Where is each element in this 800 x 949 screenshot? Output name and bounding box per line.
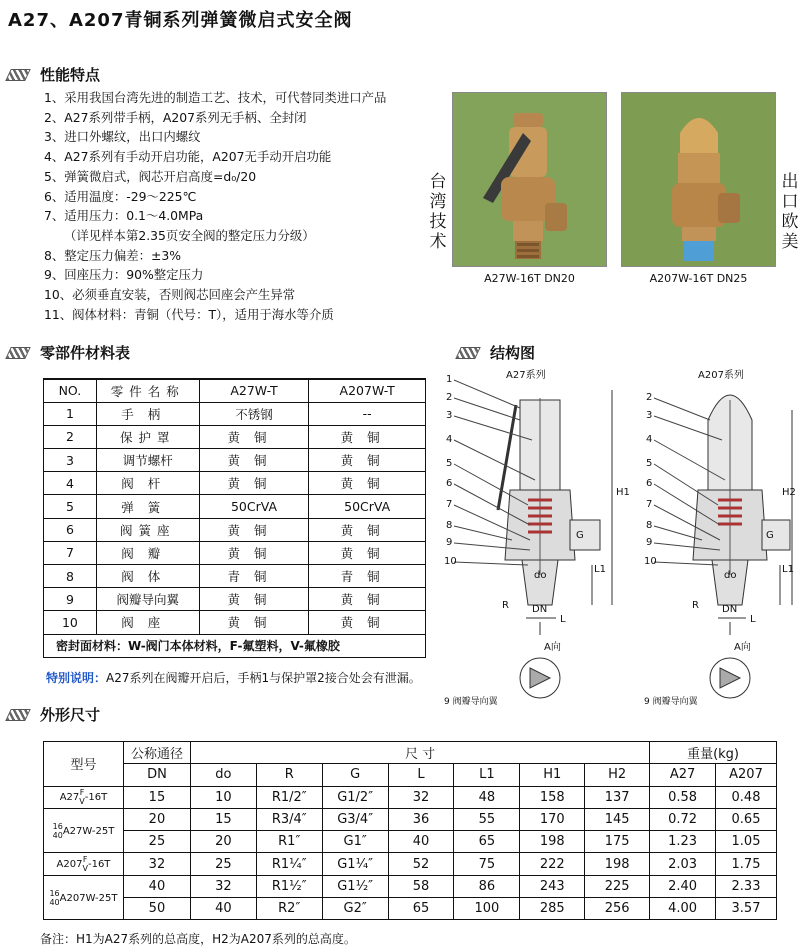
part-material-a27w: 黄铜	[199, 472, 309, 495]
h1-cell: 170	[520, 808, 585, 830]
callout-2: 2	[646, 392, 653, 403]
feature-item: 8、整定压力偏差：±3%	[44, 247, 182, 263]
part-material-a207w: 黄铜	[309, 611, 426, 634]
feature-item: 5、弹簧微启式，阀芯开启高度=d₀/20	[44, 168, 257, 184]
header-do: do	[190, 764, 256, 786]
callout-8: 8	[446, 520, 453, 531]
weight-a207-cell: 1.05	[716, 831, 777, 853]
header-h1: H1	[520, 764, 585, 786]
table-row	[44, 808, 777, 830]
table-header-row	[44, 379, 426, 402]
feature-item: 10、必须垂直安装，否则阀芯回座会产生异常	[44, 287, 296, 303]
view-direction-right: A向	[734, 642, 751, 653]
photo-right-side-label: 出 口 欧 美	[781, 172, 799, 252]
section-marker-icon	[455, 347, 481, 359]
header-weight: 重量(kg)	[650, 742, 777, 764]
r-cell: R1¹⁄₄″	[256, 853, 322, 875]
weight-a207-cell: 3.57	[716, 898, 777, 920]
l1-cell: 86	[454, 875, 520, 897]
callout-10: 10	[644, 556, 657, 567]
h1-cell: 243	[520, 875, 585, 897]
r-cell: R2″	[256, 898, 322, 920]
dim-r: R	[692, 600, 699, 611]
weight-a27-cell: 4.00	[650, 898, 716, 920]
model-cell: 16 40 A207W-25T	[44, 875, 124, 920]
header-a27w: A27W-T	[199, 379, 309, 402]
table-row	[44, 402, 426, 425]
section-features-heading	[8, 64, 100, 85]
part-material-a27w: 黄铜	[199, 449, 309, 472]
structure-drawing	[440, 360, 798, 720]
callout-6: 6	[446, 478, 453, 489]
l-cell: 40	[388, 831, 454, 853]
dim-do: do	[534, 570, 547, 581]
weight-a27-cell: 2.40	[650, 875, 716, 897]
dimensions-table	[43, 741, 777, 920]
weight-a27-cell: 0.58	[650, 786, 716, 808]
header-g: G	[322, 764, 388, 786]
header-part-name: 零件名称	[96, 379, 199, 402]
part-no: 10	[44, 611, 97, 634]
l-cell: 52	[388, 853, 454, 875]
section-dimensions-heading	[8, 704, 100, 725]
photo-a207w	[621, 92, 776, 267]
dn-cell: 25	[123, 831, 190, 853]
header-dn-unit: DN	[123, 764, 190, 786]
part-material-a207w: --	[309, 402, 426, 425]
table-row	[44, 472, 426, 495]
part-material-a207w: 黄铜	[309, 518, 426, 541]
dn-cell: 40	[123, 875, 190, 897]
h1-cell: 158	[520, 786, 585, 808]
do-cell: 10	[190, 786, 256, 808]
h2-cell: 145	[585, 808, 650, 830]
weight-a207-cell: 1.75	[716, 853, 777, 875]
part-name: 调节螺杆	[96, 449, 199, 472]
h2-cell: 175	[585, 831, 650, 853]
dim-g: G	[576, 530, 584, 541]
r-cell: R1″	[256, 831, 322, 853]
table-footer-row	[44, 634, 426, 657]
special-note	[46, 669, 421, 686]
l-cell: 65	[388, 898, 454, 920]
part-material-a27w: 黄铜	[199, 425, 309, 448]
part-name: 弹簧	[96, 495, 199, 518]
part-no: 6	[44, 518, 97, 541]
structure-diagram	[440, 360, 798, 724]
l1-cell: 75	[454, 853, 520, 875]
section-features-label: 性能特点	[40, 66, 101, 84]
weight-a27-cell: 1.23	[650, 831, 716, 853]
l1-cell: 48	[454, 786, 520, 808]
dim-r: R	[502, 600, 509, 611]
part-material-a207w: 青铜	[309, 565, 426, 588]
g-cell: G1¹⁄₄″	[322, 853, 388, 875]
part-no: 9	[44, 588, 97, 611]
feature-item: 4、A27系列有手动开启功能，A207无手动开启功能	[44, 149, 332, 165]
diagram-right-title: A207系列	[698, 370, 744, 381]
g-cell: G3/4″	[322, 808, 388, 830]
part-name: 阀簧座	[96, 518, 199, 541]
do-cell: 40	[190, 898, 256, 920]
header-no: NO.	[44, 379, 97, 402]
table-row	[44, 541, 426, 564]
part-no: 3	[44, 449, 97, 472]
part-name: 阀体	[96, 565, 199, 588]
table-row	[44, 831, 777, 853]
header-weight-a207: A207	[716, 764, 777, 786]
photo-left-side-label: 台 湾 技 术	[429, 172, 447, 252]
l1-cell: 100	[454, 898, 520, 920]
part-material-a207w: 50CrVA	[309, 495, 426, 518]
part-no: 1	[44, 402, 97, 425]
table-row	[44, 611, 426, 634]
photo-a27w-caption: A27W-16T DN20	[484, 272, 575, 285]
callout-5: 5	[646, 458, 653, 469]
callout-4: 4	[446, 434, 453, 445]
g-cell: G2″	[322, 898, 388, 920]
dim-dn: DN	[722, 604, 738, 615]
callout-6: 6	[646, 478, 653, 489]
h2-cell: 198	[585, 853, 650, 875]
callout-9: 9	[646, 537, 653, 548]
header-a207w: A207W-T	[309, 379, 426, 402]
callout-3: 3	[446, 410, 453, 421]
part-no: 7	[44, 541, 97, 564]
l-cell: 58	[388, 875, 454, 897]
part-material-a27w: 不锈钢	[199, 402, 309, 425]
callout-2: 2	[446, 392, 453, 403]
dim-l: L	[560, 614, 566, 625]
g-cell: G1¹⁄₂″	[322, 875, 388, 897]
callout-1: 1	[446, 374, 453, 385]
table-row	[44, 449, 426, 472]
part-name: 阀瓣导向翼	[96, 588, 199, 611]
part-no: 8	[44, 565, 97, 588]
dims-subheader-row	[44, 764, 777, 786]
special-note-label: 特别说明：	[46, 671, 107, 685]
model-cell: A207 F V -16T	[44, 853, 124, 875]
h2-cell: 256	[585, 898, 650, 920]
part-no: 2	[44, 425, 97, 448]
parts-material-table	[43, 378, 426, 658]
header-l1: L1	[454, 764, 520, 786]
header-dn: 公称通径	[123, 742, 190, 764]
table-row	[44, 786, 777, 808]
callout-7: 7	[446, 499, 453, 510]
dn-cell: 32	[123, 853, 190, 875]
do-cell: 15	[190, 808, 256, 830]
section-marker-icon	[5, 709, 31, 721]
part-no: 5	[44, 495, 97, 518]
weight-a27-cell: 2.03	[650, 853, 716, 875]
do-cell: 20	[190, 831, 256, 853]
dn-cell: 15	[123, 786, 190, 808]
part-material-a27w: 黄铜	[199, 518, 309, 541]
callout-9: 9	[446, 537, 453, 548]
part-no: 4	[44, 472, 97, 495]
part-name: 手柄	[96, 402, 199, 425]
header-r: R	[256, 764, 322, 786]
diagram-left-title: A27系列	[506, 370, 546, 381]
feature-item: 3、进口外螺纹，出口内螺纹	[44, 129, 201, 145]
callout-8: 8	[646, 520, 653, 531]
feature-item: 11、阀体材料：青铜（代号：T），适用于海水等介质	[44, 306, 334, 322]
model-cell: 16 40 A27W-25T	[44, 808, 124, 853]
part-name: 保护罩	[96, 425, 199, 448]
part-material-a27w: 青铜	[199, 565, 309, 588]
dims-header-row	[44, 742, 777, 764]
table-row	[44, 565, 426, 588]
photo-a27w	[452, 92, 607, 267]
table-row	[44, 425, 426, 448]
section-marker-icon	[5, 69, 31, 81]
dim-g: G	[766, 530, 774, 541]
dim-dn: DN	[532, 604, 548, 615]
part-material-a27w: 50CrVA	[199, 495, 309, 518]
section-parts-heading	[8, 342, 130, 363]
bottom-note: 备注：H1为A27系列的总高度，H2为A207系列的总高度。	[40, 932, 356, 946]
special-note-text: A27系列在阀瓣开启后，手柄1与保护罩2接合处会有泄漏。	[106, 671, 421, 685]
g-cell: G1/2″	[322, 786, 388, 808]
part-material-a207w: 黄铜	[309, 541, 426, 564]
dim-l1: L1	[782, 564, 794, 575]
part-name: 阀杆	[96, 472, 199, 495]
r-cell: R1/2″	[256, 786, 322, 808]
weight-a207-cell: 0.48	[716, 786, 777, 808]
part-material-a27w: 黄铜	[199, 541, 309, 564]
part-name: 阀座	[96, 611, 199, 634]
table-row	[44, 495, 426, 518]
part-material-a207w: 黄铜	[309, 588, 426, 611]
dim-l1: L1	[594, 564, 606, 575]
h1-cell: 198	[520, 831, 585, 853]
r-cell: R3/4″	[256, 808, 322, 830]
do-cell: 32	[190, 875, 256, 897]
weight-a207-cell: 0.65	[716, 808, 777, 830]
dn-cell: 20	[123, 808, 190, 830]
feature-item: 6、适用温度：-29～225℃	[44, 188, 197, 204]
part-name: 阀瓣	[96, 541, 199, 564]
feature-item: 7、适用压力：0.1～4.0MPa	[44, 208, 204, 224]
r-cell: R1¹⁄₂″	[256, 875, 322, 897]
header-weight-a27: A27	[650, 764, 716, 786]
dim-h1: H1	[616, 487, 630, 498]
dim-l: L	[750, 614, 756, 625]
seal-material-note: 密封面材料：W-阀门本体材料，F-氟塑料，V-氟橡胶	[44, 634, 426, 657]
header-h2: H2	[585, 764, 650, 786]
weight-a207-cell: 2.33	[716, 875, 777, 897]
l1-cell: 55	[454, 808, 520, 830]
header-model: 型号	[44, 742, 124, 787]
callout-4: 4	[646, 434, 653, 445]
header-l: L	[388, 764, 454, 786]
l1-cell: 65	[454, 831, 520, 853]
table-row	[44, 875, 777, 897]
part-material-a27w: 黄铜	[199, 611, 309, 634]
section-structure-label: 结构图	[490, 344, 536, 362]
feature-item: 9、回座压力：90%整定压力	[44, 267, 204, 283]
feature-item: （详见样本第2.35页安全阀的整定压力分级）	[64, 227, 315, 243]
dim-h2: H2	[782, 487, 796, 498]
guide-label-left: 9 阀瓣导向翼	[444, 697, 498, 707]
dn-cell: 50	[123, 898, 190, 920]
table-row	[44, 588, 426, 611]
h1-cell: 222	[520, 853, 585, 875]
model-cell: A27 F V -16T	[44, 786, 124, 808]
valve-a27-image	[453, 93, 607, 267]
guide-label-right: 9 阀瓣导向翼	[644, 697, 698, 707]
g-cell: G1″	[322, 831, 388, 853]
callout-7: 7	[646, 499, 653, 510]
section-marker-icon	[5, 347, 31, 359]
part-material-a207w: 黄铜	[309, 472, 426, 495]
callout-3: 3	[646, 410, 653, 421]
photo-a207w-caption: A207W-16T DN25	[649, 272, 748, 285]
part-material-a27w: 黄铜	[199, 588, 309, 611]
h2-cell: 225	[585, 875, 650, 897]
features-list	[44, 88, 444, 324]
feature-item: 2、A27系列带手柄，A207系列无手柄、全封闭	[44, 109, 307, 125]
callout-10: 10	[444, 556, 457, 567]
h2-cell: 137	[585, 786, 650, 808]
table-row	[44, 853, 777, 875]
l-cell: 32	[388, 786, 454, 808]
header-size: 尺 寸	[190, 742, 649, 764]
part-material-a207w: 黄铜	[309, 449, 426, 472]
l-cell: 36	[388, 808, 454, 830]
table-row	[44, 898, 777, 920]
valve-a207-image	[622, 93, 776, 267]
part-material-a207w: 黄铜	[309, 425, 426, 448]
feature-item: 1、采用我国台湾先进的制造工艺、技术，可代替同类进口产品	[44, 90, 387, 105]
section-parts-label: 零部件材料表	[40, 344, 131, 362]
table-row	[44, 518, 426, 541]
page-title: A27、A207青铜系列弹簧微启式安全阀	[8, 10, 353, 31]
section-dimensions-label: 外形尺寸	[40, 706, 101, 724]
dim-do: do	[724, 570, 737, 581]
view-direction-left: A向	[544, 642, 561, 653]
h1-cell: 285	[520, 898, 585, 920]
weight-a27-cell: 0.72	[650, 808, 716, 830]
do-cell: 25	[190, 853, 256, 875]
callout-5: 5	[446, 458, 453, 469]
